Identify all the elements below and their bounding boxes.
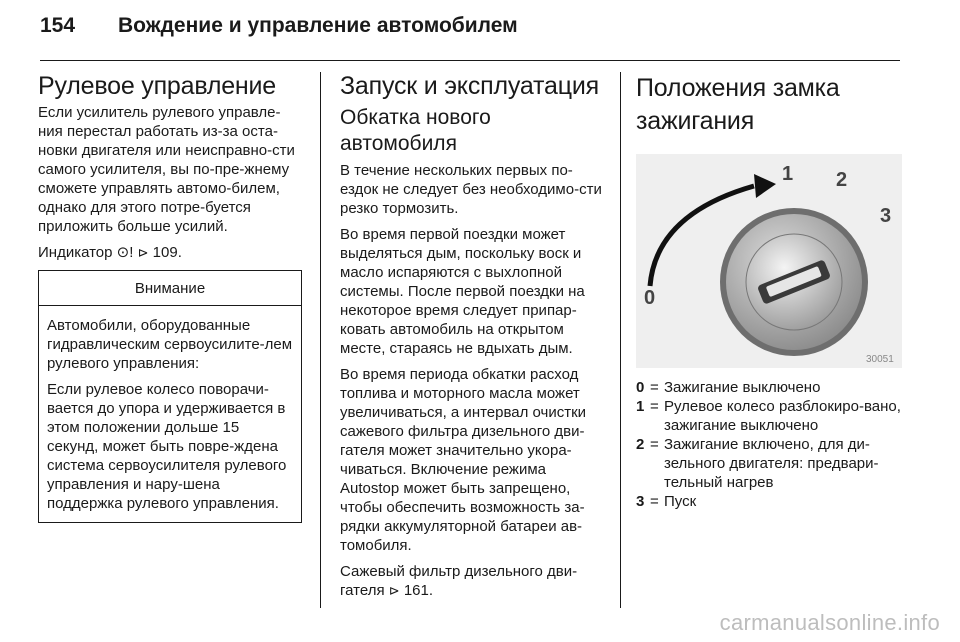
steering-paragraph: Если усилитель рулевого управле-ния перестал работать из-за оста-новки двигателя или неисправно-сти самого усилителя, вы по-пре-жнему сможете управлять автомо-билем, однако для этого потре-буется приложить больше усилий.	[38, 104, 295, 235]
position-label-3: 3	[880, 205, 892, 227]
legend-equals: =	[650, 379, 659, 396]
diesel-filter-page-ref[interactable]: 161.	[403, 582, 434, 599]
diesel-filter-text: Сажевый фильтр дизельного дви-гателя	[340, 563, 578, 599]
section-heading-start: Запуск и эксплуатация	[340, 72, 599, 100]
legend-text: Зажигание выключено	[664, 379, 821, 396]
indicator-label: Индикатор	[38, 244, 113, 261]
section-heading-ignition: Положения замка зажигания	[636, 74, 840, 135]
warning-body	[39, 306, 301, 522]
warning-title: Внимание	[39, 271, 301, 306]
subheading-break-in: Обкатка нового автомобиля	[340, 106, 491, 155]
header-rule	[40, 60, 900, 61]
column-divider-1	[320, 72, 321, 608]
site-watermark: carmanualsonline.info	[719, 610, 940, 635]
ignition-switch-diagram	[636, 154, 902, 368]
indicator-page-ref[interactable]: 109.	[152, 244, 182, 261]
legend-equals: =	[650, 398, 659, 415]
arc-arrowhead-icon	[754, 174, 776, 198]
steering-warning-icon: ⊙!	[116, 244, 134, 261]
figure-code: 30051	[866, 354, 894, 365]
legend-number: 1	[636, 398, 645, 415]
legend-text: Пуск	[664, 493, 697, 510]
break-in-paragraph-1: В течение нескольких первых по-ездок не следует без необходимо-сти резко тормозить.	[340, 162, 602, 217]
legend-equals: =	[650, 493, 659, 510]
chapter-title: Вождение и управление автомобилем	[118, 14, 518, 37]
ignition-lock-illustration	[636, 154, 902, 368]
position-label-2: 2	[836, 169, 848, 191]
page-header	[40, 14, 518, 44]
position-label-0: 0	[644, 287, 656, 309]
legend-item	[636, 378, 906, 397]
legend-equals: =	[650, 436, 659, 453]
column-divider-2	[620, 72, 621, 608]
legend-number: 2	[636, 436, 645, 453]
legend-item	[636, 397, 906, 435]
column-steering	[38, 72, 304, 523]
column-start-operation	[340, 72, 606, 607]
legend-item	[636, 492, 906, 511]
legend-number: 0	[636, 379, 645, 396]
indicator-line	[38, 243, 304, 262]
break-in-paragraph-4	[340, 562, 606, 600]
legend-text: Рулевое колесо разблокиро-вано, зажигание выключено	[664, 398, 901, 434]
page-ref-icon: ⊳	[137, 245, 149, 260]
section-heading-steering: Рулевое управление	[38, 72, 276, 100]
legend-text: Зажигание включено, для ди-зельного двигателя: предвари-тельный нагрев	[664, 436, 879, 491]
legend-item	[636, 435, 906, 492]
legend-number: 3	[636, 493, 645, 510]
warning-paragraph-2: Если рулевое колесо поворачи-вается до упора и удерживается в этом положении дольше 15 секунд, может быть повре-ждена система сервоусилителя рулевого управления и нару-шена поддержка рулевого управления.	[47, 381, 287, 512]
page-ref-icon: ⊳	[388, 583, 400, 598]
warning-paragraph-1: Автомобили, оборудованные гидравлическим сервоусилите-лем рулевого управления:	[47, 317, 293, 372]
break-in-paragraph-2: Во время первой поездки может выделяться дым, поскольку воск и масло испаряются с выхлопной системы. После первой поездки на некоторое время следует припар-ковать автомобиль на открытом месте, стараясь не вдыхать дым.	[340, 226, 585, 357]
ignition-legend	[636, 378, 906, 511]
position-label-1: 1	[782, 163, 794, 185]
column-ignition	[636, 72, 906, 511]
page-number: 154	[40, 14, 76, 37]
break-in-paragraph-3: Во время периода обкатки расход топлива и моторного масла может увеличиваться, а интервал очистки сажевого фильтра дизельного дви-гателя может значительно укора-чиваться. Включение режима Autostop может быть запрещено, чтобы обеспечить возможность за-рядки аккумуляторной батареи ав-томобиля.	[340, 366, 587, 554]
warning-box	[38, 270, 302, 523]
